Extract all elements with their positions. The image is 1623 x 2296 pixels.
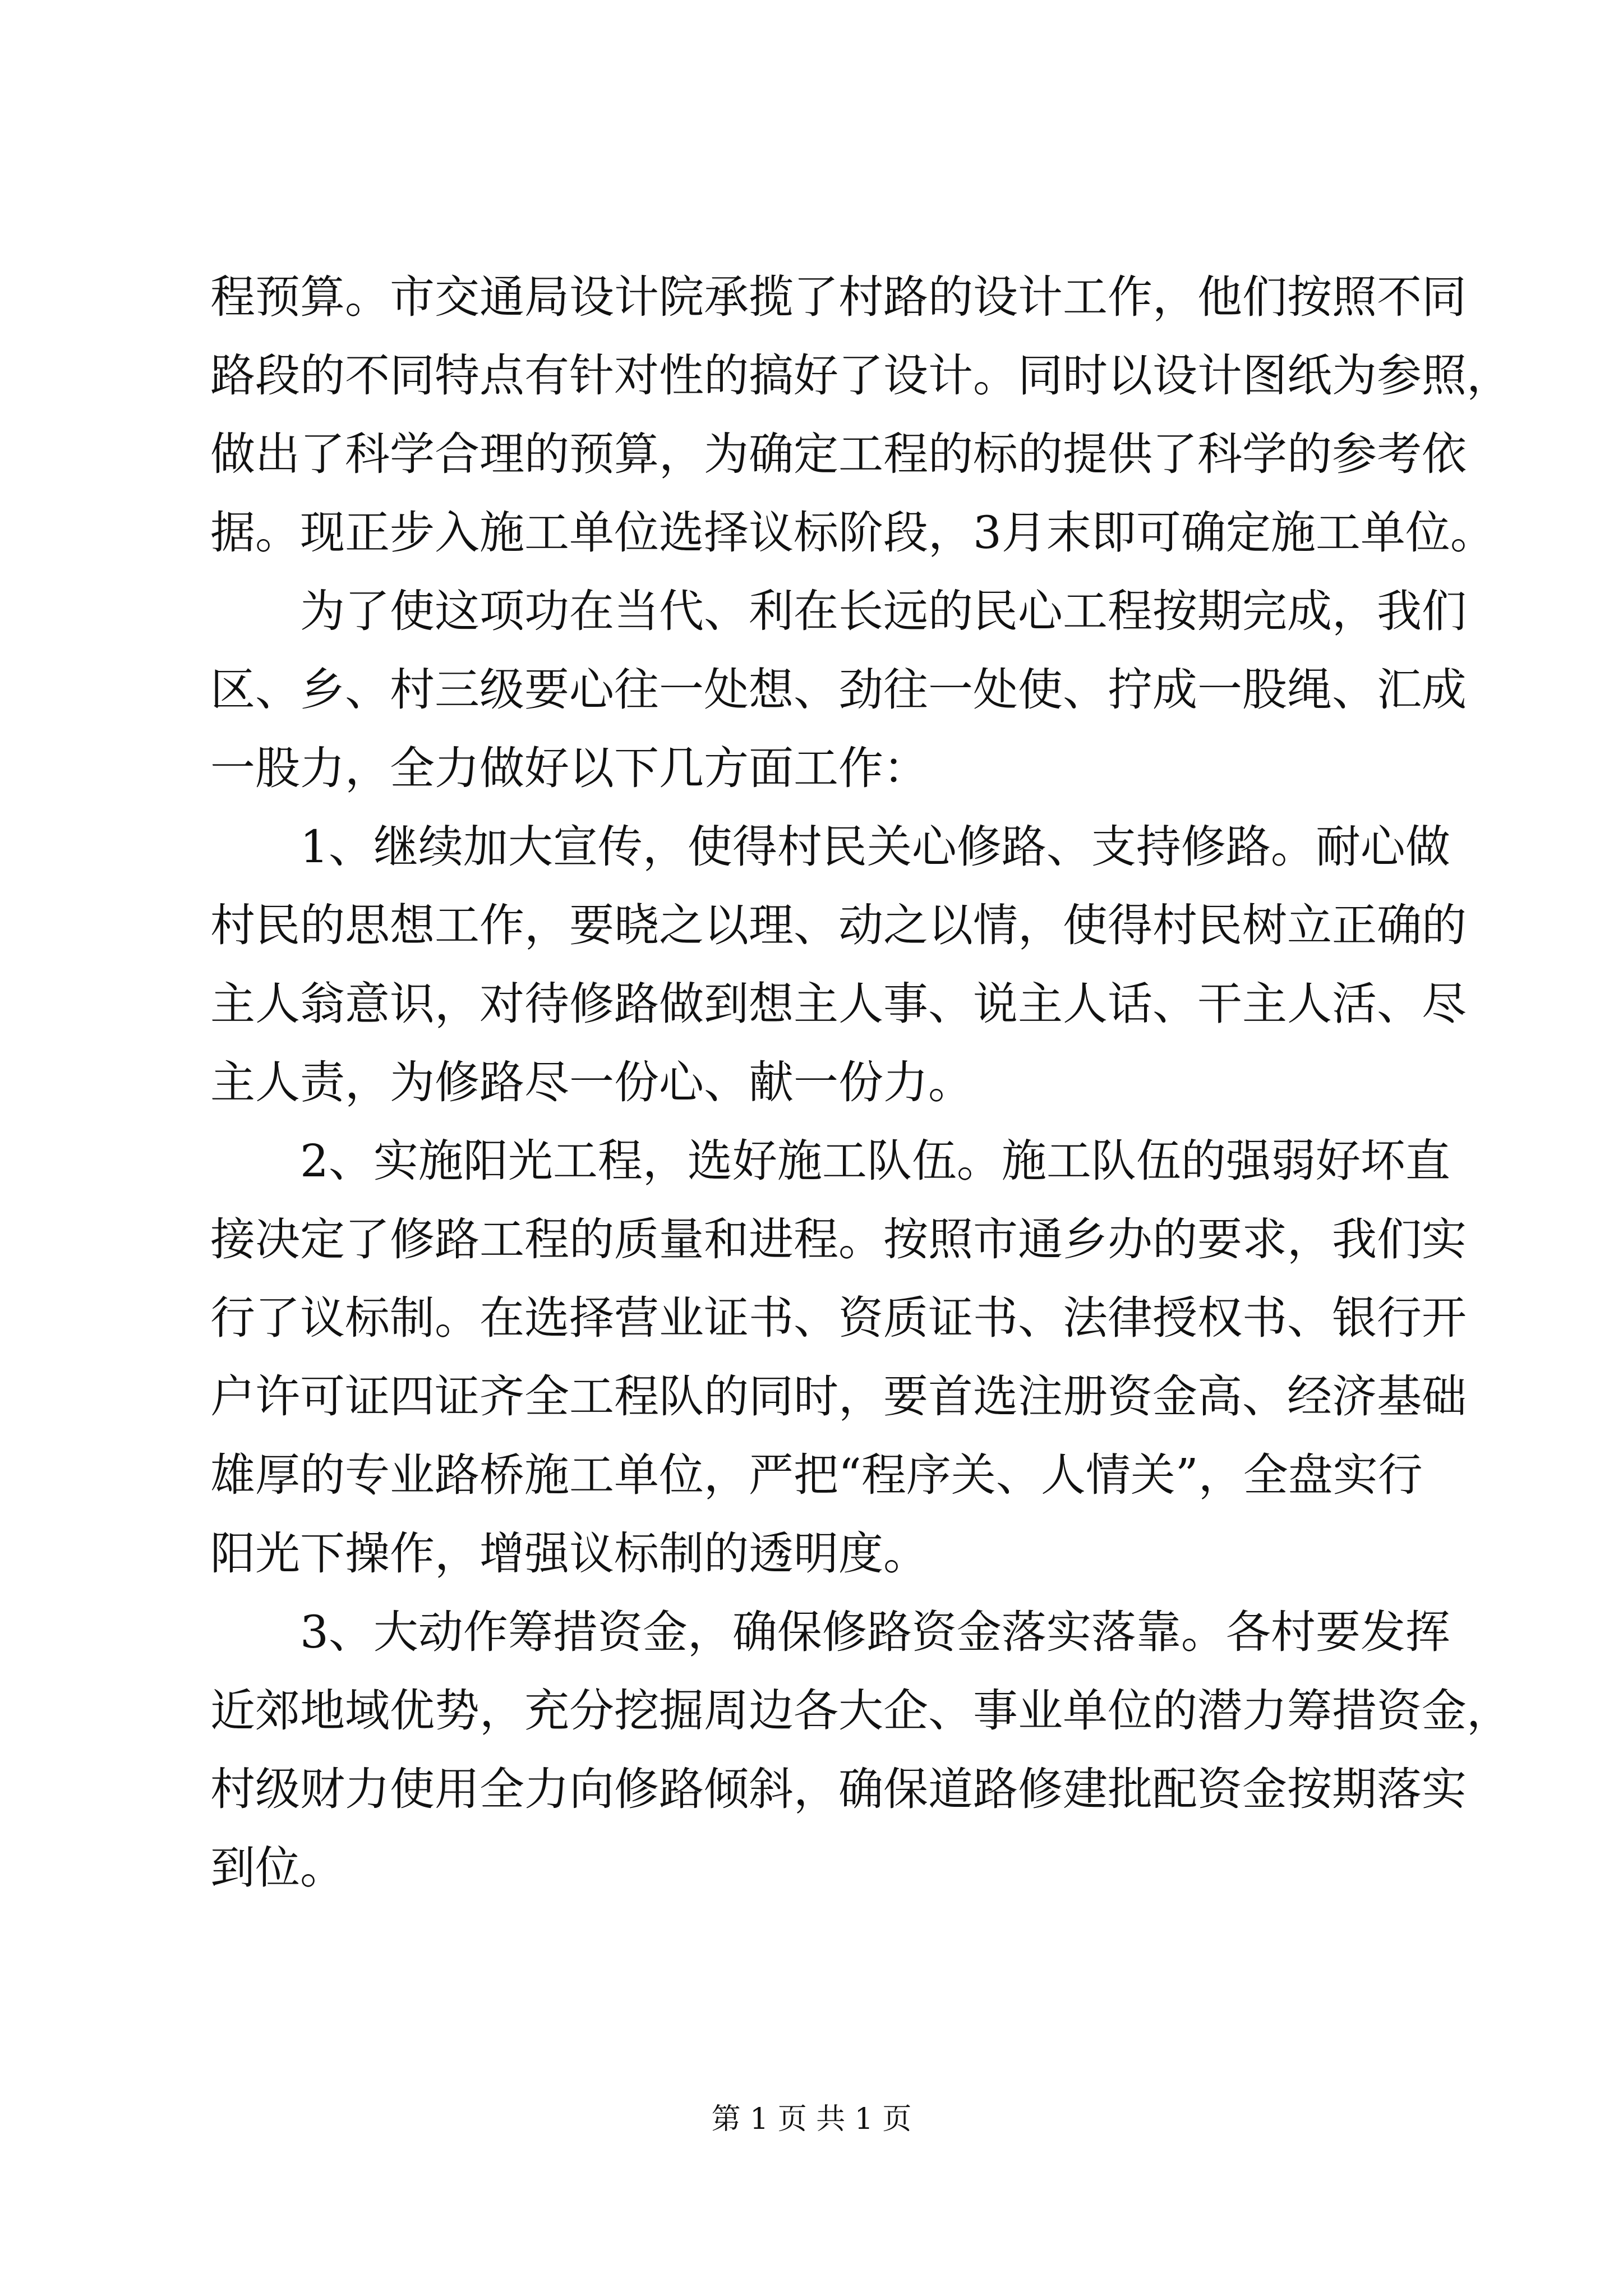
- text-line: 主人翁意识，对待修路做到想主人事、说主人话、干主人活、尽: [210, 978, 1467, 1030]
- document-body: [210, 258, 1511, 1907]
- text-line: 行了议标制。在选择营业证书、资质证书、法律授权书、银行开: [210, 1292, 1467, 1344]
- text-line: 区、乡、村三级要心往一处想、劲往一处使、拧成一股绳、汇成: [210, 664, 1467, 716]
- text-line: 村级财力使用全力向修路倾斜，确保道路修建批配资金按期落实: [210, 1763, 1467, 1815]
- text-line: 户许可证四证齐全工程队的同时，要首选注册资金高、经济基础: [210, 1370, 1467, 1423]
- page-footer: 第 1 页 共 1 页: [711, 2102, 912, 2136]
- text-line: 路段的不同特点有针对性的搞好了设计。同时以设计图纸为参照，: [210, 349, 1511, 402]
- text-line: 阳光下操作，增强议标制的透明度。: [210, 1527, 928, 1580]
- text-line: 做出了科学合理的预算，为确定工程的标的提供了科学的参考依: [210, 428, 1467, 480]
- text-line: 雄厚的专业路桥施工单位，严把“程序关、人情关”，全盘实行: [210, 1449, 1423, 1501]
- text-line: 主人责，为修路尽一份心、献一份力。: [210, 1056, 973, 1108]
- text-line: 一股力，全力做好以下几方面工作：: [210, 742, 928, 794]
- paragraph-start-line: 2、实施阳光工程，选好施工队伍。施工队伍的强弱好坏直: [300, 1135, 1450, 1187]
- text-line: 到位。: [210, 1842, 345, 1894]
- paragraph-start-line: 为了使这项功在当代、利在长远的民心工程按期完成，我们: [300, 585, 1467, 637]
- text-line: 程预算。市交通局设计院承揽了村路的设计工作，他们按照不同: [210, 271, 1467, 323]
- text-line: 接决定了修路工程的质量和进程。按照市通乡办的要求，我们实: [210, 1213, 1467, 1266]
- paragraph-start-line: 1、继续加大宣传，使得村民关心修路、支持修路。耐心做: [300, 821, 1450, 873]
- text-line: 据。现正步入施工单位选择议标阶段，3月末即可确定施工单位。: [210, 507, 1495, 559]
- text-line: 村民的思想工作，要晓之以理、动之以情，使得村民树立正确的: [210, 899, 1467, 951]
- paragraph-start-line: 3、大动作筹措资金，确保修路资金落实落靠。各村要发挥: [300, 1606, 1450, 1658]
- text-line: 近郊地域优势，充分挖掘周边各大企、事业单位的潜力筹措资金，: [210, 1685, 1511, 1737]
